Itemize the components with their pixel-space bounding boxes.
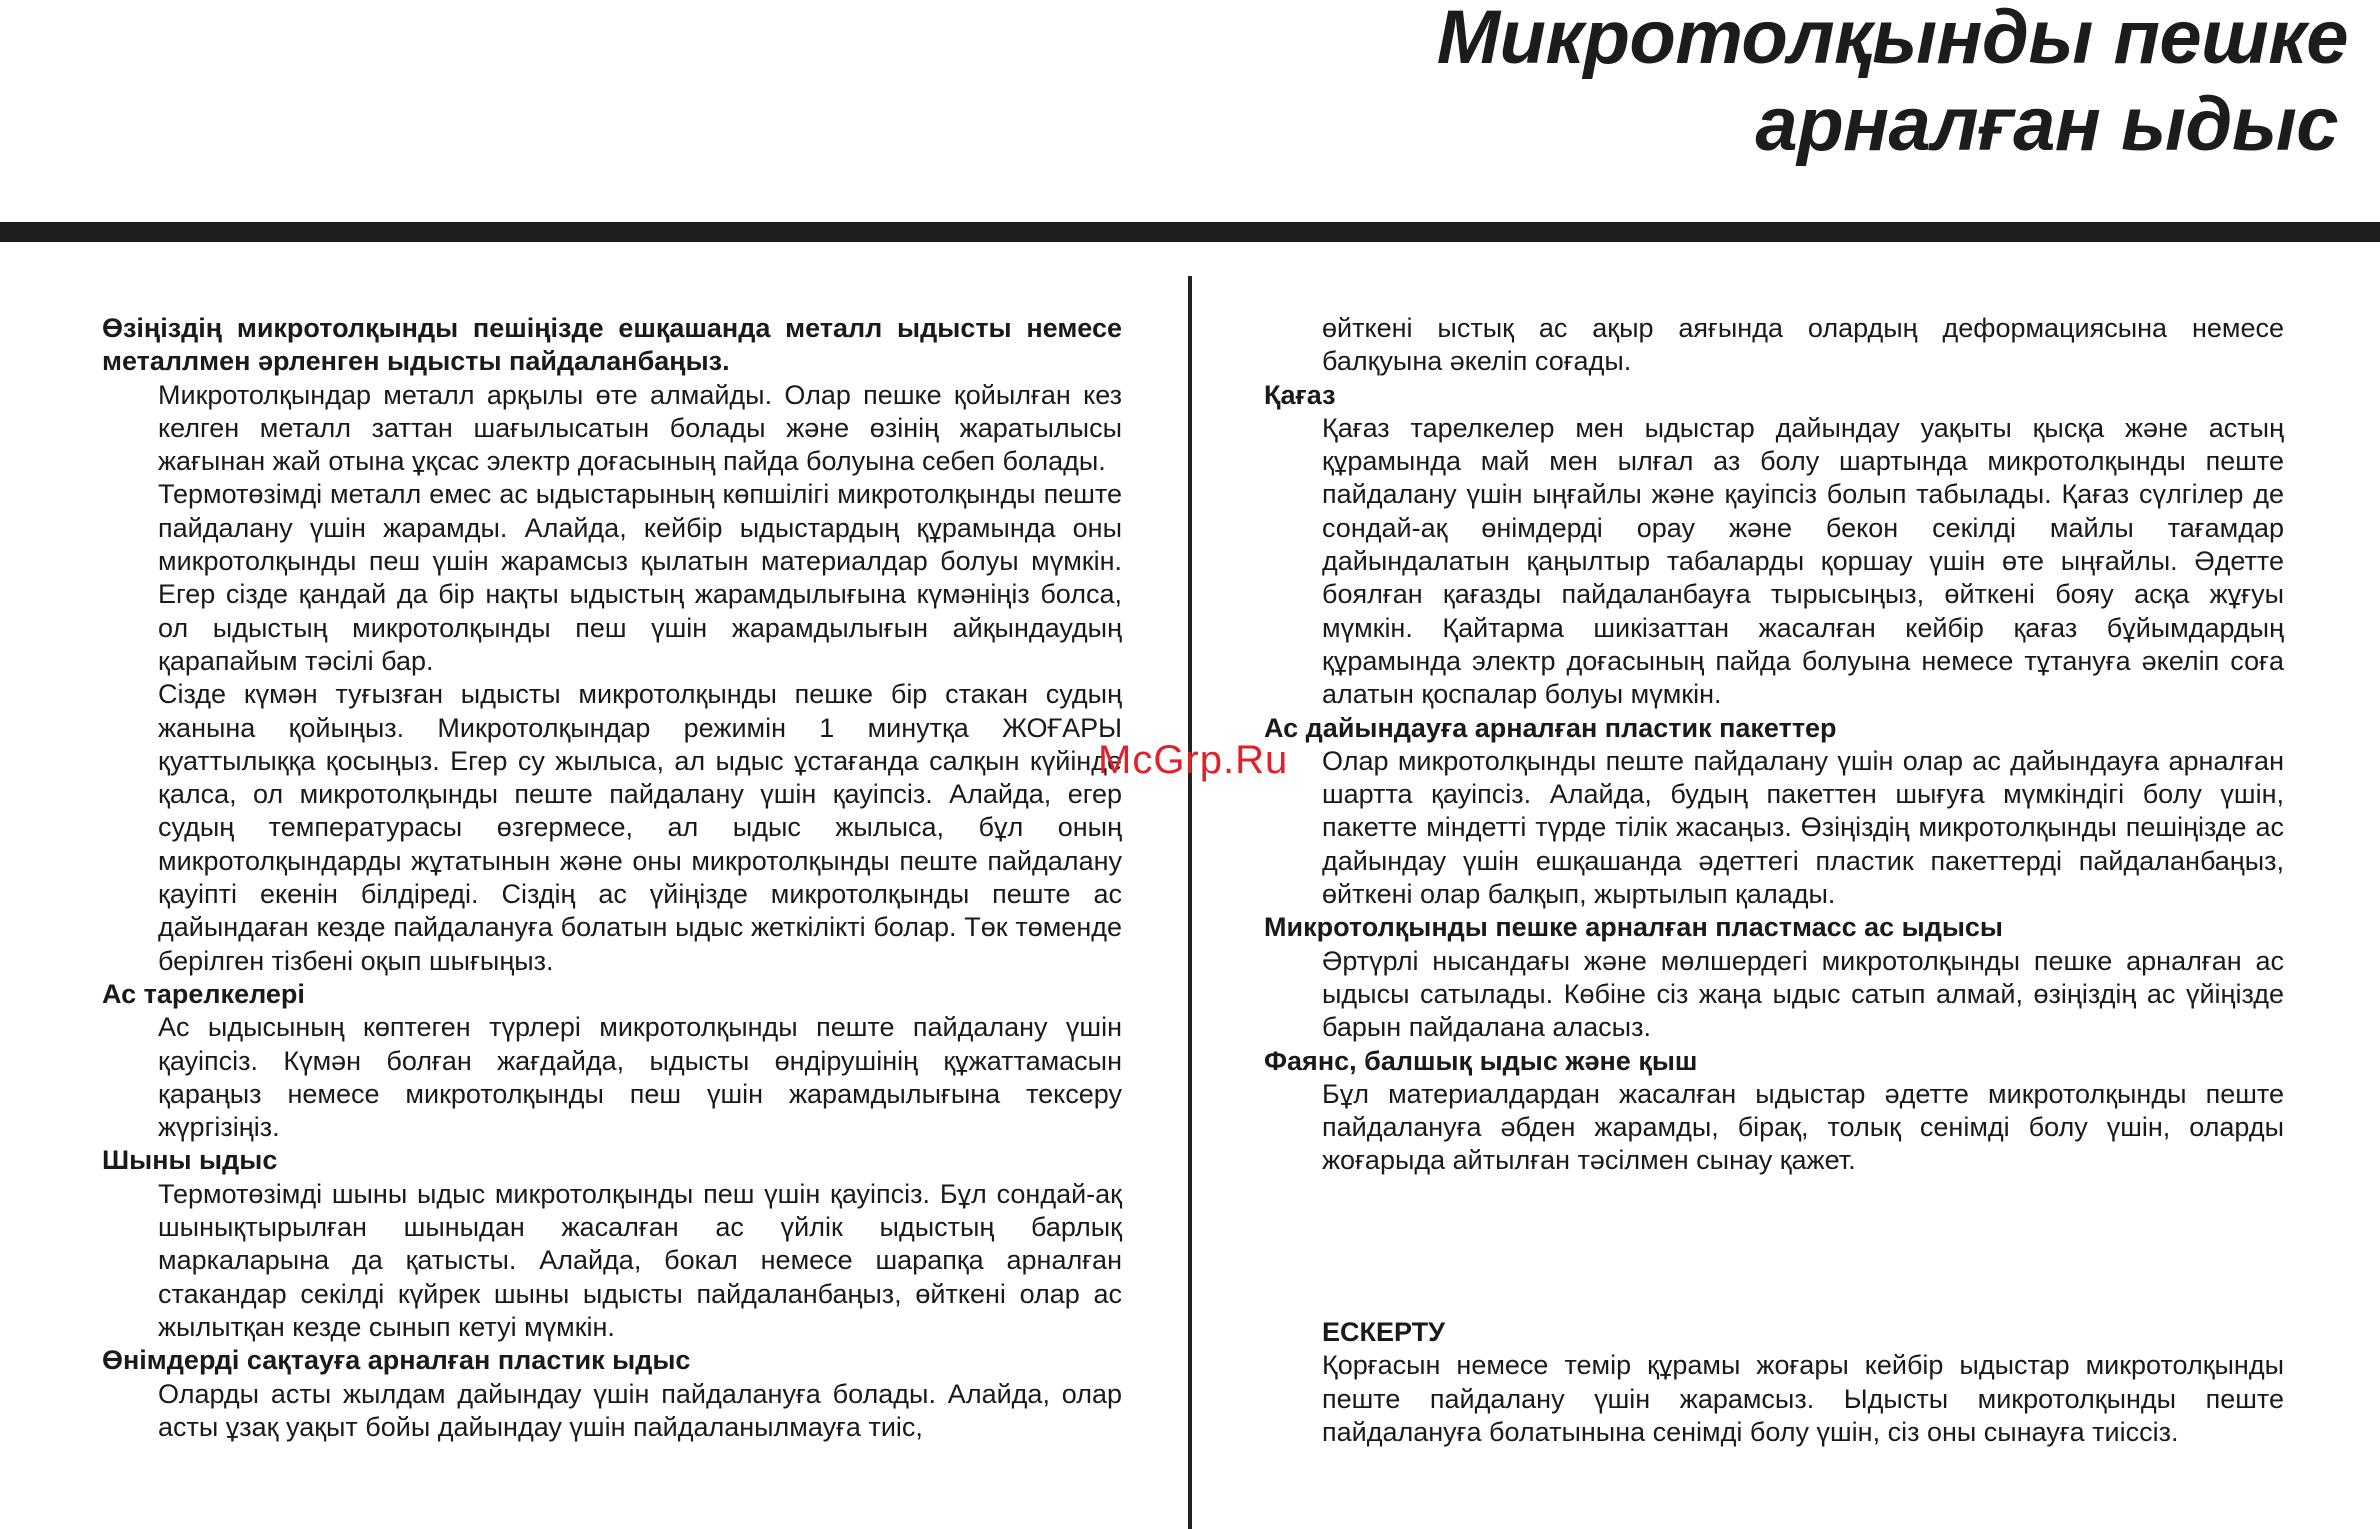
heading-ceramic: Фаянс, балшық ыдыс және қыш: [1264, 1045, 1698, 1076]
title-line-1: Микротолқынды пешке: [1436, 0, 2348, 80]
paragraph-bags: Олар микротолқынды пеште пайдалану үшін олар ас дайындауға арналған шартта қауіпсіз. Алайда, будың пакеттен шығуға мүмкіндігі болу үшін, пакетте міндетті түрде тілік жасаңыз. Өзіңіздің микротолқынды пешіңізде ас дайындау үшін ешқашанда әдеттегі пластик пакеттерді пайдаланбаңыз, өйткені олар балқып, жыртылып қалады.: [1322, 745, 2284, 910]
header-rule: [0, 222, 2380, 242]
warning-heading: ЕСКЕРТУ: [1322, 1317, 1445, 1347]
right-column: [1264, 312, 2284, 1178]
heading-plates: Ас тарелкелері: [102, 978, 305, 1009]
heading-plastic: Микротолқынды пешке арналған пластмасс ас ыдысы: [1264, 912, 2003, 943]
paragraph-plates: Ас ыдысының көптеген түрлері микротолқынды пеште пайдалану үшін қауіпсіз. Күмән болған жағдайда, ыдысты өндірушінің құжаттамасын қараңыз немесе микротолқынды пеш үшін жарамдылығына тексеру жүргізіңіз.: [158, 1012, 1122, 1143]
heading-bags: Ас дайындауға арналған пластик пакеттер: [1264, 712, 1837, 743]
heading-glass: Шыны ыдыс: [102, 1145, 278, 1176]
warning-text: Қорғасын немесе темір құрамы жоғары кейбір ыдыстар микротолқынды пеште пайдалану үшін жарамсыз. Ыдысты микротолқынды пеште пайдалануға болатынына сенімді болу үшін, сіз оны сынауға тиіссіз.: [1322, 1350, 2284, 1447]
watermark: McGrp.Ru: [1098, 738, 1289, 782]
page-title: [1437, 0, 2348, 168]
paragraph-plastic: Әртүрлі нысандағы және мөлшердегі микротолқынды пешке арналған ас ыдысы сатылады. Көбіне сіз жаңа ыдыс сатып алмай, өзіңіздің ас үйіңізде барын пайдалана аласыз.: [1322, 945, 2284, 1043]
title-line-2: арналған ыдыс: [1755, 82, 2338, 167]
paragraph-storage: Оларды асты жылдам дайындау үшін пайдалануға болады. Алайда, олар асты ұзақ уақыт бойы дайындау үшін пайдаланылмауға тиіс,: [158, 1378, 1122, 1442]
paragraph-storage-continued: өйткені ыстық ас ақыр аяғында олардың деформациясына немесе балқуына әкеліп соғады.: [1322, 313, 2284, 377]
heading-storage: Өнімдерді сақтауға арналған пластик ыдыс: [102, 1345, 691, 1376]
intro-warning: Өзіңіздің микротолқынды пешіңізде ешқашанда металл ыдысты немесе металлмен әрленген ыдысты пайдаланбаңыз.: [102, 313, 1122, 377]
paragraph-glass: Термотөзімді шыны ыдыс микротолқынды пеш үшін қауіпсіз. Бұл сондай-ақ шынықтырылған шыныдан жасалған ас үйлік ыдыстың барлық маркаларына да қатысты. Алайда, бокал немесе шарапқа арналған стакандар секілді күйрек шыны ыдысты пайдаланбаңыз, өйткені олар ас жылытқан кезде сынып кетуі мүмкін.: [158, 1178, 1122, 1342]
column-divider: [1188, 276, 1192, 1529]
paragraph-metal: Микротолқындар металл арқылы өте алмайды. Олар пешке қойылған кез келген металл заттан шағылысатын болады және өзінің жаратылысы жағынан жай отына ұқсас электр доғасының пайда болуына себеп болады.: [158, 379, 1122, 477]
paragraph-test: Сізде күмән туғызған ыдысты микротолқынды пешке бір стакан судың жанына қойыңыз. Микротолқындар режимін 1 минутқа ЖОҒАРЫ қуаттылыққа қосыңыз. Егер су жылыса, ал ыдыс ұстағанда салқын күйінде қалса, ол микротолқынды пеште пайдалану үшін қауіпсіз. Алайда, егер судың температурасы өзгермесе, ал ыдыс жылыса, бұл оның микротолқындарды жұтатынын және оны микротолқынды пеште пайдалану қауіпті екенін білдіреді. Сіздің ас үйіңізде микротолқынды пеште ас дайындаған кезде пайдалануға болатын ыдыс жеткілікті болар. Төк төменде берілген тізбені оқып шығыңыз.: [158, 679, 1122, 976]
heading-paper: Қағаз: [1264, 379, 1336, 410]
warning-block: [1322, 1316, 2284, 1449]
paragraph-suitability: Термотөзімді металл емес ас ыдыстарының көпшілігі микротолқынды пеште пайдалану үшін жарамды. Алайда, кейбір ыдыстардың құрамында оны микротолқынды пеш үшін жарамсыз қылатын материалдар болуы мүмкін. Егер сізде қандай да бір нақты ыдыстың жарамдылығына күмәніңіз болса, ол ыдыстың микротолқынды пеш үшін жарамдылығын айқындаудың қарапайым тәсілі бар.: [158, 479, 1122, 676]
paragraph-ceramic: Бұл материалдардан жасалған ыдыстар әдетте микротолқынды пеште пайдалануға әбден жарамды, бірақ, толық сенімді болу үшін, оларды жоғарыда айтылған тәсілмен сынау қажет.: [1322, 1078, 2284, 1176]
left-column: [102, 312, 1122, 1444]
paragraph-paper: Қағаз тарелкелер мен ыдыстар дайындау уақыты қысқа және астың құрамында май мен ылғал аз болу шартында микротолқынды пеште пайдалану үшін ыңғайлы және қауіпсіз болып табылады. Қағаз сүлгілер де сондай-ақ өнімдерді орау және бекон секілді майлы тағамдар дайындалатын қаңылтыр табаларды қоршау үшін өте ыңғайлы. Әдетте боялған қағазды пайдаланбауға тырысыңыз, өйткені бояу асқа жұғуы мүмкін. Қайтарма шикізаттан жасалған кейбір қағаз бұйымдардың құрамында электр доғасының пайда болуына немесе тұтануға әкеліп соға алатын қоспалар болуы мүмкін.: [1322, 412, 2284, 710]
